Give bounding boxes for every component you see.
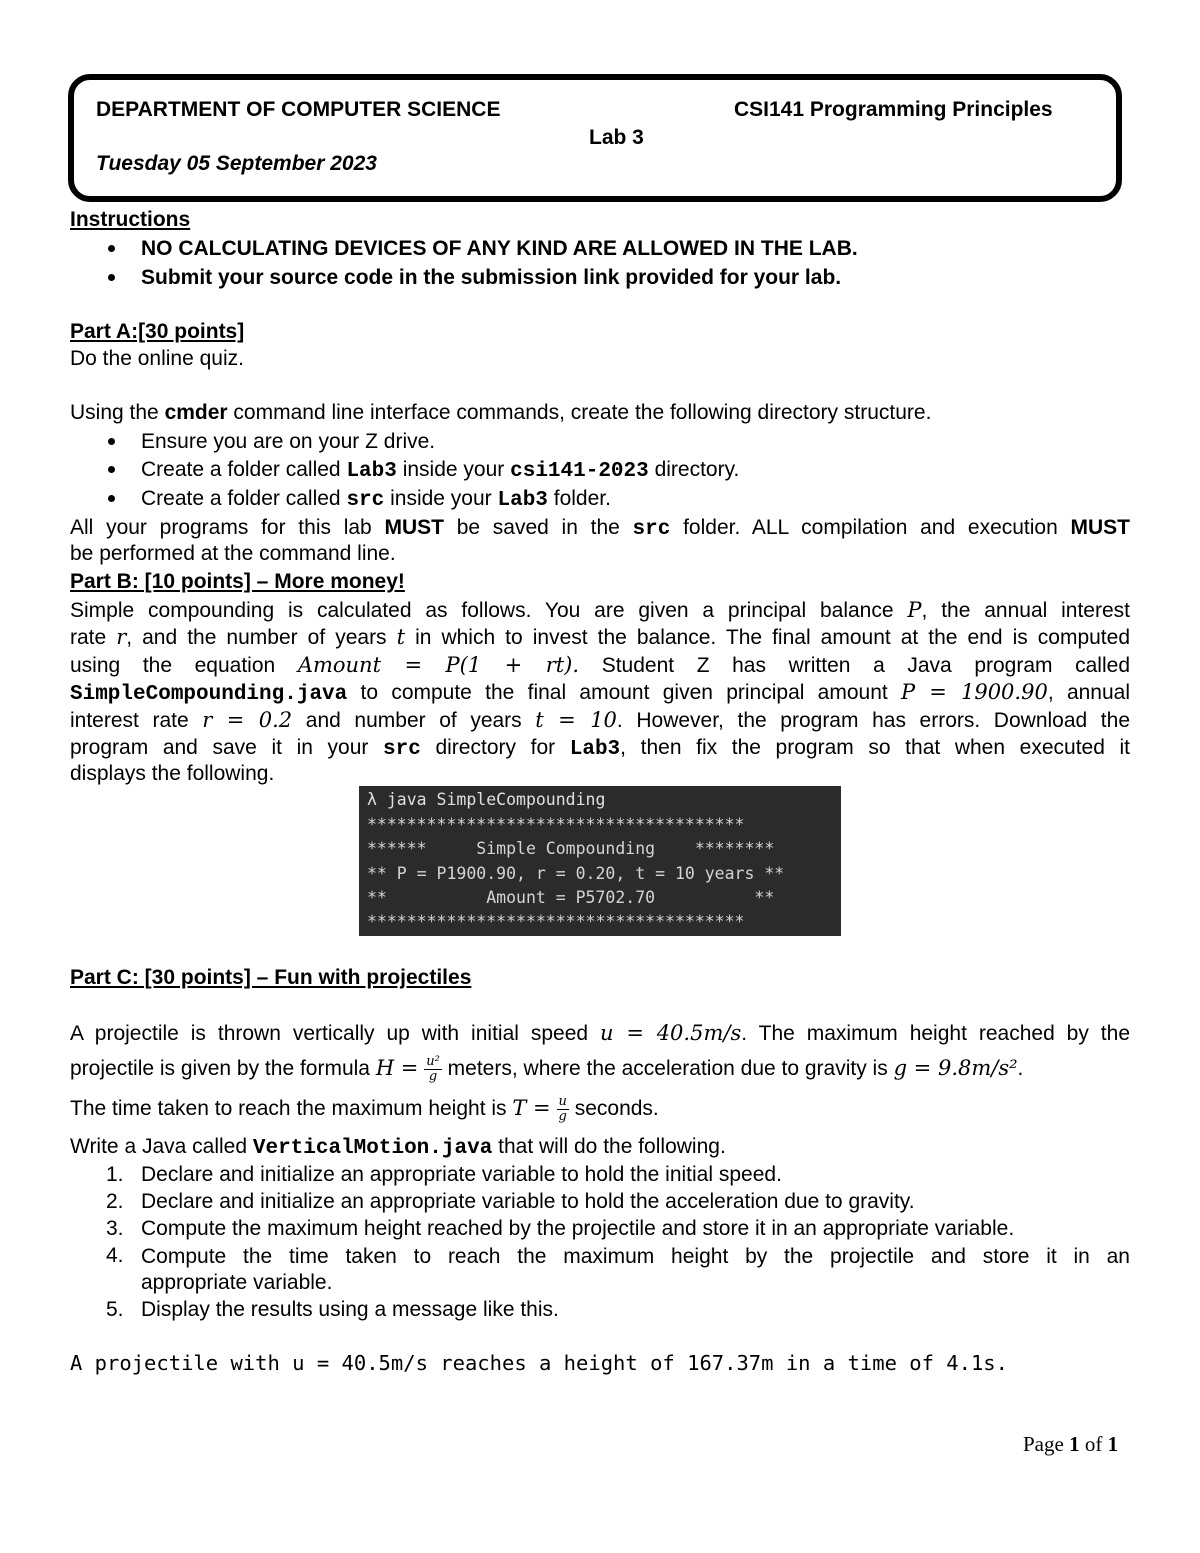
department-title: DEPARTMENT OF COMPUTER SCIENCE [96, 98, 501, 121]
time-formula: $\frac{u}{g}$ [558, 1093, 567, 1124]
course-title: CSI141 Programming Principles [734, 98, 1053, 121]
sample-output: A projectile with u = 40.5m/s reaches a height of 167.37m in a time of 4.1s. [70, 1351, 1008, 1375]
step-text: Compute the maximum height reached by the projectile and store it in an appropriate variable. [141, 1217, 1015, 1240]
step-number: 2. [106, 1190, 124, 1213]
part-b-line-3: using the equation Amount = P(1 + rt). Student Z has written a Java program called [70, 653, 1131, 677]
part-b-heading: Part B: [10 points] – More money! [70, 570, 405, 593]
step-text-continued: appropriate variable. [141, 1271, 333, 1294]
lab-title: Lab 3 [589, 126, 644, 149]
instruction-item: Submit your source code in the submission link provided for your lab. [141, 266, 842, 289]
part-a-quiz: Do the online quiz. [70, 347, 244, 370]
part-b-line-1: Simple compounding is calculated as follows. You are given a principal balance P, the annual interest [70, 598, 1130, 622]
step-text: Declare and initialize an appropriate variable to hold the initial speed. [141, 1163, 782, 1186]
part-a-intro: Using the cmder command line interface commands, create the following directory structure. [70, 401, 932, 424]
part-b-line-2: rate r, and the number of years t in which to invest the balance. The final amount at the end is computed [70, 625, 1130, 649]
terminal-output [359, 786, 841, 936]
part-a-step-2: Create a folder called Lab3 inside your csi141-2023 directory. [141, 458, 740, 483]
terminal-line: ** Amount = P5702.70 ** [367, 888, 775, 907]
part-a-step-1: Ensure you are on your Z drive. [141, 430, 436, 453]
part-a-note: All your programs for this lab MUST be saved in the src folder. ALL compilation and execution MUST [70, 516, 1131, 541]
part-a-note-line2: be performed at the command line. [70, 542, 396, 565]
step-number: 5. [106, 1298, 124, 1321]
page-number: Page 1 of 1 [1023, 1432, 1119, 1456]
part-b-line-5: interest rate r = 0.2 and number of years t = 10. However, the program has errors. Download the [70, 708, 1130, 732]
step-number: 1. [106, 1163, 124, 1186]
terminal-line: ************************************** [367, 912, 745, 931]
part-b-line-7: displays the following. [70, 762, 275, 785]
height-formula: $\frac{\text{u²}}{g}$ [426, 1053, 440, 1084]
instruction-item: NO CALCULATING DEVICES OF ANY KIND ARE ALLOWED IN THE LAB. [141, 237, 858, 260]
bullet-icon [108, 495, 115, 502]
bullet-icon [108, 466, 115, 473]
part-c-line-2: projectile is given by the formula H = $\frac{\text{u²}}{g}$ meters, where the acceleration due to gravity is g = 9.8m/s². [70, 1053, 1024, 1084]
step-number: 4. [106, 1244, 124, 1267]
terminal-line: λ java SimpleCompounding [367, 790, 606, 809]
step-text: Compute the time taken to reach the maximum height by the projectile and store it in an [141, 1245, 1130, 1268]
part-b-line-6: program and save it in your src directory for Lab3, then fix the program so that when executed it [70, 736, 1131, 761]
bullet-icon [108, 438, 115, 445]
step-number: 3. [106, 1217, 124, 1240]
terminal-line: ** P = P1900.90, r = 0.20, t = 10 years ** [367, 864, 785, 883]
instructions-heading: Instructions [70, 208, 191, 231]
step-text: Display the results using a message like this. [141, 1298, 559, 1321]
bullet-icon [108, 274, 115, 281]
part-a-step-3: Create a folder called src inside your Lab3 folder. [141, 487, 611, 512]
terminal-line: ************************************** [367, 815, 745, 834]
part-c-line-1: A projectile is thrown vertically up with initial speed u = 40.5m/s. The maximum height reached by the [70, 1021, 1130, 1045]
part-c-line-4: Write a Java called VerticalMotion.java that will do the following. [70, 1135, 726, 1160]
part-a-heading: Part A:[30 points] [70, 320, 245, 343]
part-c-line-3: The time taken to reach the maximum height is T = $\frac{u}{g}$ seconds. [70, 1093, 659, 1124]
terminal-line: ****** Simple Compounding ******** [367, 839, 775, 858]
bullet-icon [108, 245, 115, 252]
part-c-heading: Part C: [30 points] – Fun with projectiles [70, 966, 472, 989]
part-b-line-4: SimpleCompounding.java to compute the final amount given principal amount P = 1900.90, annual [70, 680, 1130, 706]
lab-date: Tuesday 05 September 2023 [96, 152, 377, 175]
step-text: Declare and initialize an appropriate variable to hold the acceleration due to gravity. [141, 1190, 915, 1213]
